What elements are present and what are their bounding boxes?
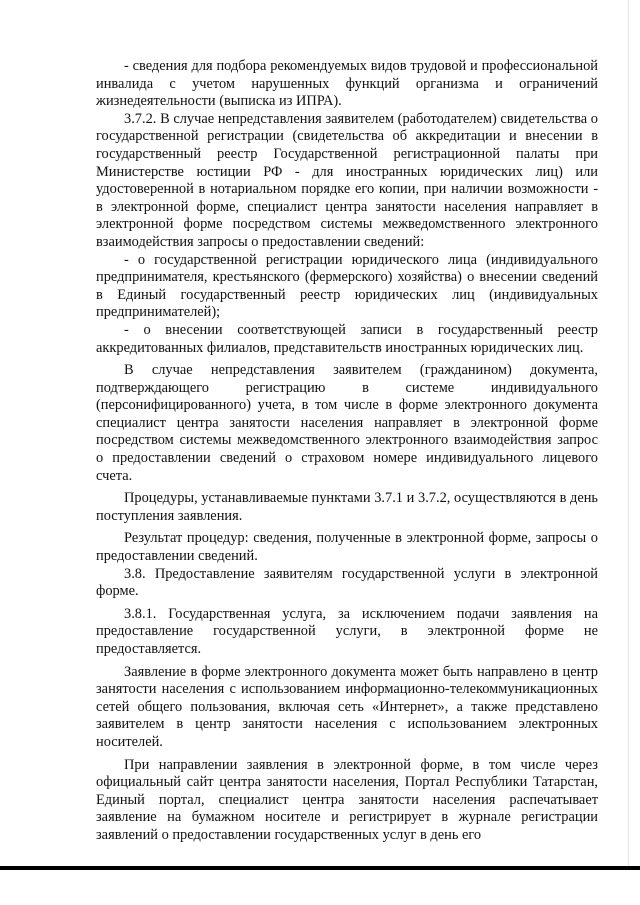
paragraph-personal-account: В случае непредставления заявителем (гражданином) документа, подтверждающего регистрацию в системе индивидуального (персонифицированного) учета, в том числе в форме электронного документа специалист центра занятости населения направляет в электронной форме посредством системы межведомственного электронного взаимодействия запрос о предоставлении сведений о страховом номере индивидуального лицевого счета. bbox=[96, 362, 598, 484]
paragraph-3-7-2: 3.7.2. В случае непредставления заявителем (работодателем) свидетельства о государственной регистрации (свидетельства об аккредитации и внесении в государственный реестр Государственной регистрационной палаты при Министерстве юстиции РФ - для иностранных юридических лиц) или удостоверенной в нотариальном порядке его копии, при наличии возможности - в электронной форме, специалист центра занятости населения направляет в электронной форме посредством системы межведомственного электронного взаимодействия запросы о предоставлении сведений: bbox=[96, 110, 598, 250]
paragraph-3-8: 3.8. Предоставление заявителям государственной услуги в электронной форме. bbox=[96, 565, 598, 600]
document-body bbox=[96, 58, 598, 845]
paragraph-ipra-info: - сведения для подбора рекомендуемых видов трудовой и профессиональной инвалида с учетом нарушенных функций организма и ограничений жизнедеятельности (выписка из ИПРА). bbox=[96, 58, 598, 110]
paragraph-procedures-result: Результат процедур: сведения, полученные в электронной форме, запросы о предоставлении сведений. bbox=[96, 530, 598, 565]
scan-edge-line bbox=[628, 0, 629, 866]
paragraph-legal-entity-registration: - о государственной регистрации юридического лица (индивидуального предпринимателя, крестьянского (фермерского) хозяйства) о внесении сведений в Единый государственный реестр юридических лиц (индивидуальных предпринимателей); bbox=[96, 251, 598, 321]
paragraph-accredited-branches: - о внесении соответствующей записи в государственный реестр аккредитованных филиалов, представительств иностранных юридических лиц. bbox=[96, 321, 598, 356]
paragraph-procedures-timing: Процедуры, устанавливаемые пунктами 3.7.1 и 3.7.2, осуществляются в день поступления заявления. bbox=[96, 490, 598, 524]
paragraph-electronic-application: Заявление в форме электронного документа может быть направлено в центр занятости населения с использованием информационно-телекоммуникационных сетей общего пользования, включая сеть «Интернет», а также представлено заявителем в центр занятости населения с использованием электронных носителей. bbox=[96, 663, 598, 750]
paragraph-application-registration: При направлении заявления в электронной форме, в том числе через официальный сайт центра занятости населения, Портал Республики Татарстан, Единый портал, специалист центра занятости населения распечатывает заявление на бумажном носителе и регистрирует в журнале регистрации заявлений о предоставлении государственных услуг в день его bbox=[96, 756, 598, 843]
page-bottom-border bbox=[0, 866, 640, 870]
paragraph-3-8-1: 3.8.1. Государственная услуга, за исключением подачи заявления на предоставление государственной услуги, в электронной форме не предоставляется. bbox=[96, 605, 598, 657]
